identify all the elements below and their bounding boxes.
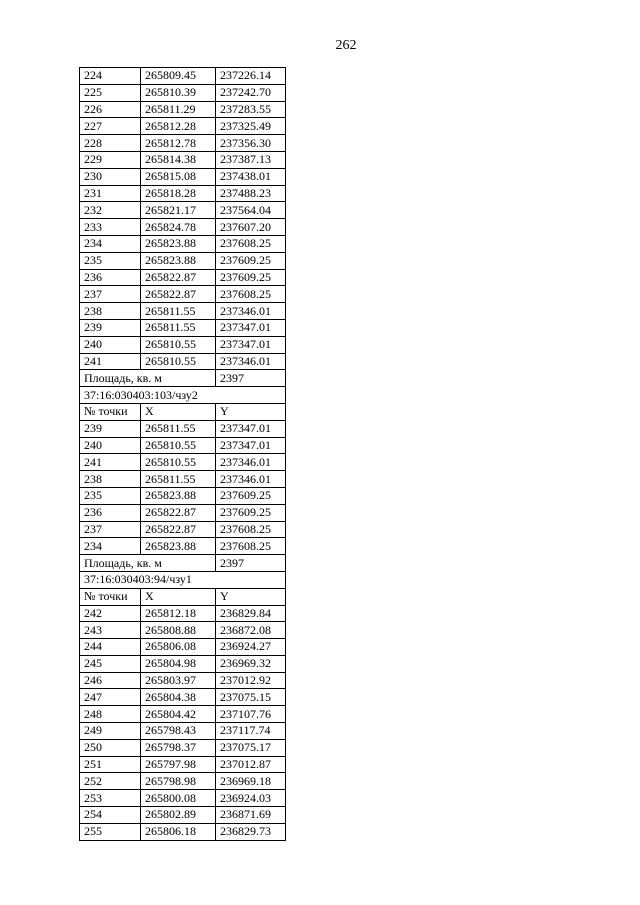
table-row <box>80 235 286 252</box>
point-number: 242 <box>80 605 141 622</box>
y-coordinate: 237387.13 <box>216 151 286 168</box>
x-coordinate: 265822.87 <box>141 521 216 538</box>
area-value: 2397 <box>216 370 286 387</box>
point-number: 251 <box>80 756 141 773</box>
point-number: 234 <box>80 235 141 252</box>
y-header: Y <box>216 403 286 420</box>
y-coordinate: 237075.17 <box>216 739 286 756</box>
point-number: 237 <box>80 521 141 538</box>
x-coordinate: 265822.87 <box>141 504 216 521</box>
table-row <box>80 437 286 454</box>
x-coordinate: 265811.29 <box>141 101 216 118</box>
x-coordinate: 265812.28 <box>141 118 216 135</box>
point-number: 231 <box>80 185 141 202</box>
x-coordinate: 265823.88 <box>141 235 216 252</box>
table-row <box>80 219 286 236</box>
point-number: 235 <box>80 252 141 269</box>
table-row <box>80 454 286 471</box>
table-row <box>80 622 286 639</box>
table-row <box>80 68 286 85</box>
point-number: 224 <box>80 68 141 85</box>
table-row <box>80 336 286 353</box>
x-coordinate: 265815.08 <box>141 168 216 185</box>
table-row <box>80 252 286 269</box>
point-number: 226 <box>80 101 141 118</box>
y-coordinate: 237607.20 <box>216 219 286 236</box>
area-row <box>80 555 286 572</box>
page-number: 262 <box>335 38 357 53</box>
point-number: 244 <box>80 639 141 656</box>
y-coordinate: 237609.25 <box>216 252 286 269</box>
point-number: 249 <box>80 723 141 740</box>
header-row <box>80 403 286 420</box>
y-coordinate: 237117.74 <box>216 723 286 740</box>
y-coordinate: 236829.73 <box>216 823 286 840</box>
coordinates-table <box>79 67 286 841</box>
x-coordinate: 265803.97 <box>141 672 216 689</box>
y-coordinate: 237283.55 <box>216 101 286 118</box>
point-number-header: № точки <box>80 588 141 605</box>
y-coordinate: 237012.92 <box>216 672 286 689</box>
y-coordinate: 237242.70 <box>216 84 286 101</box>
coordinates-table-body <box>80 68 286 841</box>
table-row <box>80 84 286 101</box>
table-row <box>80 487 286 504</box>
table-row <box>80 151 286 168</box>
point-number: 247 <box>80 689 141 706</box>
table-row <box>80 790 286 807</box>
area-row <box>80 370 286 387</box>
x-coordinate: 265810.55 <box>141 353 216 370</box>
cadastral-number: 37:16:030403:103/чзу2 <box>80 387 286 404</box>
y-coordinate: 236871.69 <box>216 807 286 824</box>
x-coordinate: 265804.98 <box>141 655 216 672</box>
point-number: 248 <box>80 706 141 723</box>
x-coordinate: 265812.18 <box>141 605 216 622</box>
x-coordinate: 265798.98 <box>141 773 216 790</box>
x-coordinate: 265810.55 <box>141 437 216 454</box>
table-row <box>80 269 286 286</box>
y-coordinate: 237609.25 <box>216 269 286 286</box>
table-row <box>80 756 286 773</box>
point-number-header: № точки <box>80 403 141 420</box>
y-coordinate: 237325.49 <box>216 118 286 135</box>
point-number: 237 <box>80 286 141 303</box>
point-number: 252 <box>80 773 141 790</box>
point-number: 239 <box>80 319 141 336</box>
table-row <box>80 723 286 740</box>
x-coordinate: 265804.42 <box>141 706 216 723</box>
table-row <box>80 672 286 689</box>
point-number: 238 <box>80 471 141 488</box>
point-number: 240 <box>80 437 141 454</box>
table-row <box>80 773 286 790</box>
table-row <box>80 739 286 756</box>
x-coordinate: 265824.78 <box>141 219 216 236</box>
x-coordinate: 265810.39 <box>141 84 216 101</box>
y-coordinate: 237608.25 <box>216 235 286 252</box>
header-row <box>80 588 286 605</box>
x-coordinate: 265811.55 <box>141 471 216 488</box>
y-coordinate: 237347.01 <box>216 420 286 437</box>
table-row <box>80 504 286 521</box>
y-coordinate: 237347.01 <box>216 319 286 336</box>
x-coordinate: 265822.87 <box>141 269 216 286</box>
point-number: 245 <box>80 655 141 672</box>
point-number: 229 <box>80 151 141 168</box>
y-coordinate: 237488.23 <box>216 185 286 202</box>
x-coordinate: 265809.45 <box>141 68 216 85</box>
y-coordinate: 236924.03 <box>216 790 286 807</box>
table-row <box>80 706 286 723</box>
y-coordinate: 237226.14 <box>216 68 286 85</box>
x-coordinate: 265798.37 <box>141 739 216 756</box>
x-coordinate: 265811.55 <box>141 319 216 336</box>
area-label: Площадь, кв. м <box>80 555 216 572</box>
point-number: 225 <box>80 84 141 101</box>
point-number: 238 <box>80 303 141 320</box>
x-coordinate: 265811.55 <box>141 303 216 320</box>
x-coordinate: 265798.43 <box>141 723 216 740</box>
point-number: 235 <box>80 487 141 504</box>
section-title-row <box>80 387 286 404</box>
y-coordinate: 236969.18 <box>216 773 286 790</box>
y-coordinate: 237346.01 <box>216 454 286 471</box>
section-title-row <box>80 571 286 588</box>
x-coordinate: 265823.88 <box>141 538 216 555</box>
point-number: 240 <box>80 336 141 353</box>
table-row <box>80 655 286 672</box>
point-number: 236 <box>80 504 141 521</box>
point-number: 243 <box>80 622 141 639</box>
y-coordinate: 237438.01 <box>216 168 286 185</box>
table-row <box>80 286 286 303</box>
y-coordinate: 237346.01 <box>216 353 286 370</box>
x-header: X <box>141 403 216 420</box>
table-row <box>80 168 286 185</box>
table-row <box>80 823 286 840</box>
point-number: 241 <box>80 353 141 370</box>
y-coordinate: 237608.25 <box>216 286 286 303</box>
y-coordinate: 237075.15 <box>216 689 286 706</box>
area-value: 2397 <box>216 555 286 572</box>
table-row <box>80 202 286 219</box>
y-coordinate: 237107.76 <box>216 706 286 723</box>
y-coordinate: 237346.01 <box>216 471 286 488</box>
point-number: 241 <box>80 454 141 471</box>
x-coordinate: 265806.18 <box>141 823 216 840</box>
table-row <box>80 353 286 370</box>
y-coordinate: 237609.25 <box>216 504 286 521</box>
y-coordinate: 237564.04 <box>216 202 286 219</box>
x-coordinate: 265800.08 <box>141 790 216 807</box>
point-number: 232 <box>80 202 141 219</box>
area-label: Площадь, кв. м <box>80 370 216 387</box>
x-coordinate: 265821.17 <box>141 202 216 219</box>
table-row <box>80 303 286 320</box>
point-number: 236 <box>80 269 141 286</box>
y-coordinate: 237608.25 <box>216 538 286 555</box>
point-number: 253 <box>80 790 141 807</box>
cadastral-number: 37:16:030403:94/чзу1 <box>80 571 286 588</box>
y-coordinate: 237356.30 <box>216 135 286 152</box>
table-row <box>80 605 286 622</box>
x-coordinate: 265812.78 <box>141 135 216 152</box>
point-number: 250 <box>80 739 141 756</box>
table-row <box>80 538 286 555</box>
y-coordinate: 237012.87 <box>216 756 286 773</box>
y-coordinate: 237346.01 <box>216 303 286 320</box>
table-row <box>80 420 286 437</box>
x-coordinate: 265823.88 <box>141 252 216 269</box>
table-row <box>80 807 286 824</box>
y-coordinate: 236872.08 <box>216 622 286 639</box>
x-coordinate: 265811.55 <box>141 420 216 437</box>
point-number: 230 <box>80 168 141 185</box>
x-coordinate: 265797.98 <box>141 756 216 773</box>
x-coordinate: 265804.38 <box>141 689 216 706</box>
point-number: 255 <box>80 823 141 840</box>
x-header: X <box>141 588 216 605</box>
point-number: 246 <box>80 672 141 689</box>
point-number: 227 <box>80 118 141 135</box>
table-row <box>80 471 286 488</box>
x-coordinate: 265814.38 <box>141 151 216 168</box>
table-row <box>80 319 286 336</box>
x-coordinate: 265806.08 <box>141 639 216 656</box>
table-row <box>80 689 286 706</box>
y-coordinate: 236969.32 <box>216 655 286 672</box>
y-coordinate: 237609.25 <box>216 487 286 504</box>
x-coordinate: 265802.89 <box>141 807 216 824</box>
y-coordinate: 237347.01 <box>216 437 286 454</box>
x-coordinate: 265818.28 <box>141 185 216 202</box>
x-coordinate: 265810.55 <box>141 336 216 353</box>
point-number: 254 <box>80 807 141 824</box>
y-coordinate: 237347.01 <box>216 336 286 353</box>
x-coordinate: 265823.88 <box>141 487 216 504</box>
x-coordinate: 265822.87 <box>141 286 216 303</box>
y-coordinate: 236829.84 <box>216 605 286 622</box>
table-row <box>80 118 286 135</box>
y-coordinate: 237608.25 <box>216 521 286 538</box>
point-number: 228 <box>80 135 141 152</box>
point-number: 234 <box>80 538 141 555</box>
y-header: Y <box>216 588 286 605</box>
table-row <box>80 101 286 118</box>
y-coordinate: 236924.27 <box>216 639 286 656</box>
point-number: 233 <box>80 219 141 236</box>
table-row <box>80 135 286 152</box>
point-number: 239 <box>80 420 141 437</box>
x-coordinate: 265810.55 <box>141 454 216 471</box>
table-row <box>80 639 286 656</box>
table-row <box>80 521 286 538</box>
table-row <box>80 185 286 202</box>
x-coordinate: 265808.88 <box>141 622 216 639</box>
